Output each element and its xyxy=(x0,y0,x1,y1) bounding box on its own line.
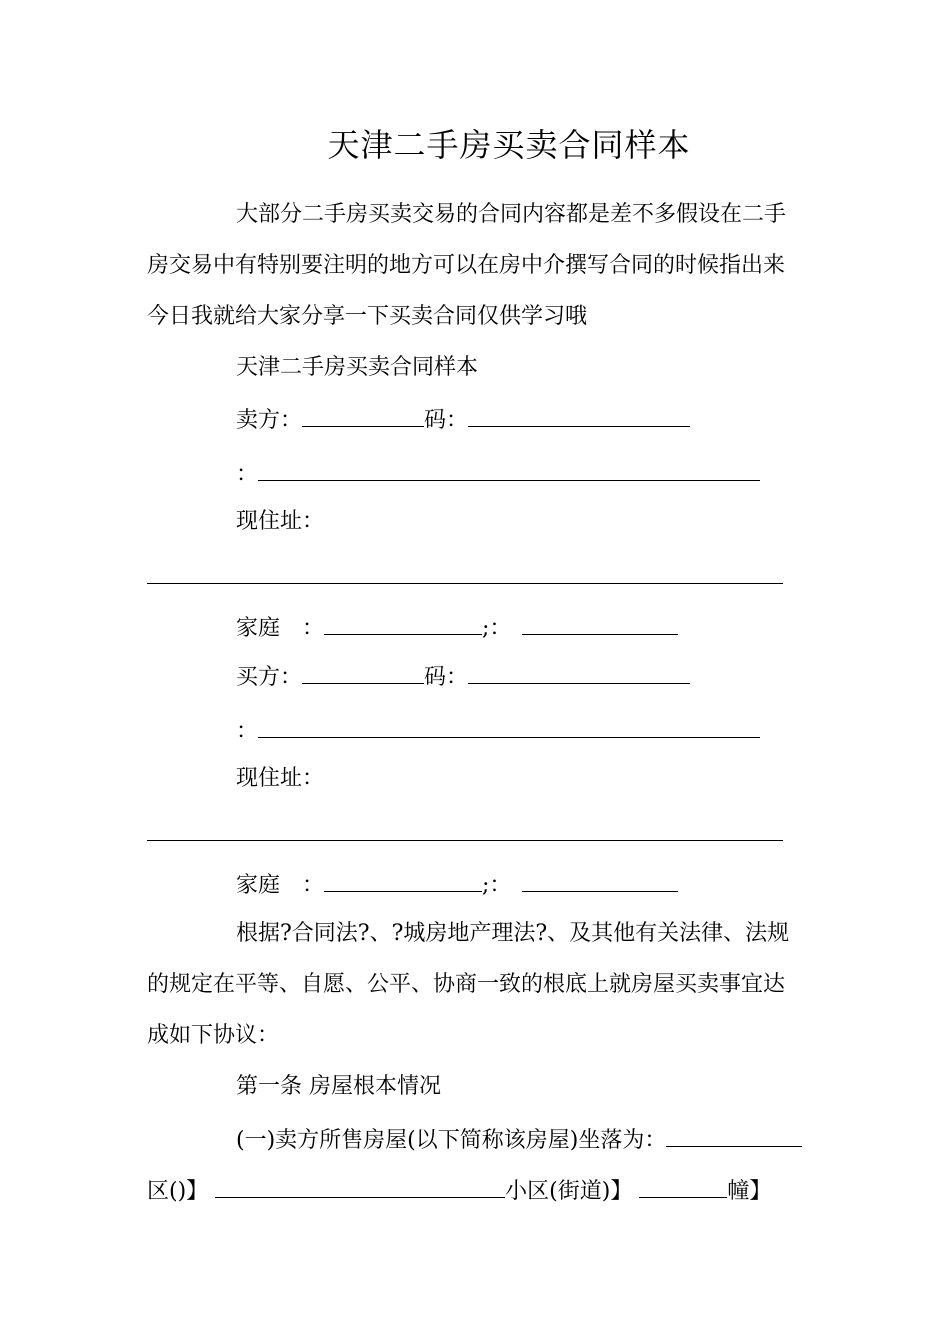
community-text: 小区(街道)】 xyxy=(505,1179,633,1204)
buyer-code-blank xyxy=(468,661,690,684)
seller-family-blank xyxy=(324,612,482,635)
subtitle: 天津二手房买卖合同样本 xyxy=(236,355,479,380)
buyer-semicolon: ;： xyxy=(482,873,523,898)
intro-line-1: 大部分二手房买卖交易的合同内容都是差不多假设在二手 xyxy=(236,202,787,227)
seller-name-blank xyxy=(302,404,424,427)
seller-extra-row xyxy=(236,458,760,490)
buyer-colon: ： xyxy=(236,719,259,744)
seller-code-blank xyxy=(468,404,690,427)
article-1-clause-1 xyxy=(236,1124,802,1156)
clause-1-text: (一)卖方所售房屋(以下简称该房屋)坐落为： xyxy=(236,1128,667,1153)
seller-extra-blank xyxy=(258,458,760,481)
buyer-address-blank xyxy=(147,840,783,841)
location-blank xyxy=(666,1124,802,1147)
buyer-label: 买方： xyxy=(236,665,303,690)
buyer-name-blank xyxy=(302,661,424,684)
buyer-family-label: 家庭 ： xyxy=(236,873,325,898)
community-blank xyxy=(215,1175,505,1198)
buyer-address-label: 现住址： xyxy=(236,766,325,791)
seller-colon: ： xyxy=(236,462,259,487)
buyer-family-row xyxy=(236,869,678,901)
basis-line-1: 根据?合同法?、?城房地产理法?、及其他有关法律、法规 xyxy=(236,921,790,946)
document-title: 天津二手房买卖合同样本 xyxy=(327,126,691,164)
buyer-family-blank xyxy=(324,869,482,892)
article-1-clause-1-cont xyxy=(147,1175,771,1207)
building-text: 幢】 xyxy=(727,1179,772,1204)
district-text: 区()】 xyxy=(147,1179,209,1204)
seller-phone-blank xyxy=(522,612,678,635)
article-1-heading: 第一条 房屋根本情况 xyxy=(236,1074,441,1099)
buyer-extra-blank xyxy=(258,715,760,738)
basis-line-3: 成如下协议： xyxy=(147,1023,280,1048)
building-blank xyxy=(639,1175,727,1198)
buyer-extra-row xyxy=(236,715,760,747)
seller-family-label: 家庭 ： xyxy=(236,616,325,641)
basis-line-2: 的规定在平等、自愿、公平、协商一致的根底上就房屋买卖事宜达 xyxy=(147,972,786,997)
seller-label: 卖方： xyxy=(236,408,303,433)
seller-family-row xyxy=(236,612,678,644)
seller-semicolon: ;： xyxy=(482,616,523,641)
buyer-phone-blank xyxy=(522,869,678,892)
seller-code-label: 码： xyxy=(424,408,469,433)
intro-line-3: 今日我就给大家分享一下买卖合同仅供学习哦 xyxy=(147,304,588,329)
seller-row xyxy=(236,404,690,436)
buyer-row xyxy=(236,661,690,693)
seller-address-blank xyxy=(147,583,783,584)
seller-address-label: 现住址： xyxy=(236,509,325,534)
intro-line-2: 房交易中有特别要注明的地方可以在房中介撰写合同的时候指出来 xyxy=(147,253,786,278)
buyer-code-label: 码： xyxy=(424,665,469,690)
